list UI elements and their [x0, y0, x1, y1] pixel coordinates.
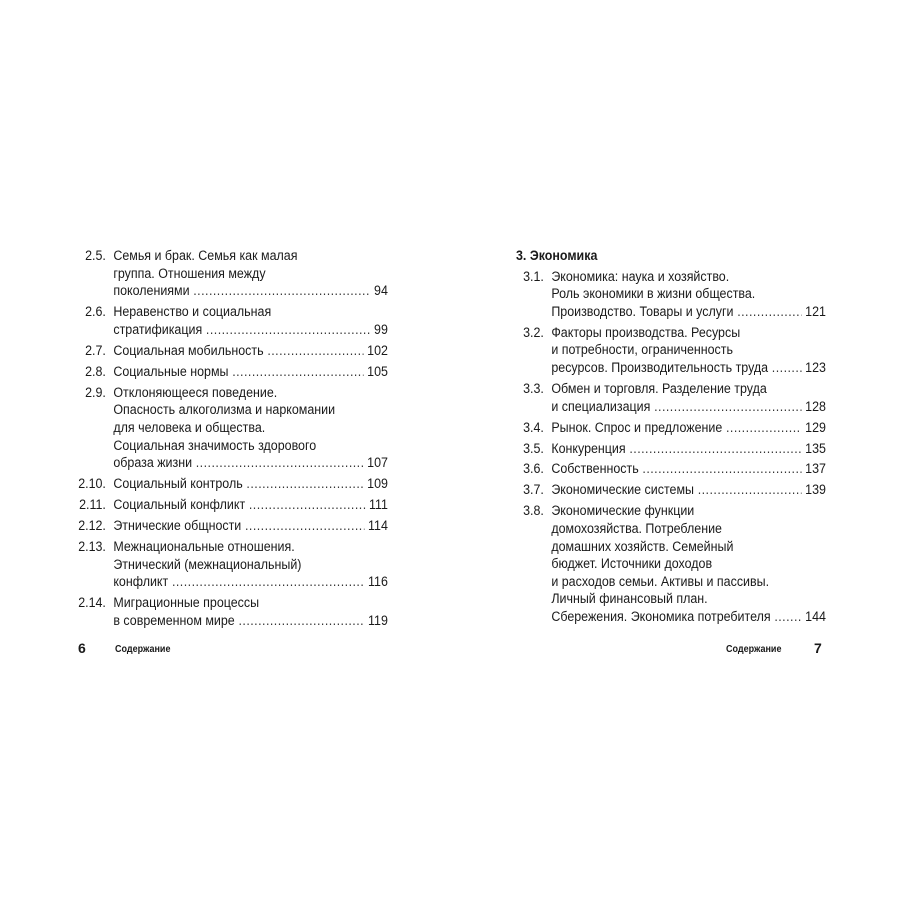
toc-entry-number: 3.3. — [523, 380, 544, 396]
toc-entry-number: 3.6. — [523, 461, 544, 477]
toc-entry-number: 3.7. — [523, 482, 544, 498]
toc-entry-title-line: Миграционные процессы — [113, 595, 260, 611]
toc-entry-title-line: Социальная значимость здорового — [113, 437, 317, 453]
toc-entry-title — [113, 594, 388, 629]
right-page-toc — [516, 247, 826, 629]
dot-leader — [206, 321, 370, 339]
toc-entry-last-line — [113, 454, 388, 472]
toc-entry-title — [113, 517, 388, 535]
toc-entry — [516, 380, 826, 415]
toc-entry-title — [551, 502, 826, 625]
toc-entry — [78, 363, 388, 381]
toc-entry-page-number: 94 — [374, 283, 388, 299]
toc-entry-title-line: Факторы производства. Ресурсы — [551, 324, 741, 340]
toc-entry-number: 2.10. — [78, 476, 106, 492]
toc-entry-title-line: поколениями — [113, 283, 190, 299]
toc-entry-number: 2.13. — [78, 539, 106, 555]
dot-leader — [245, 517, 364, 535]
dot-leader — [238, 612, 364, 630]
toc-entry-last-line — [551, 303, 826, 321]
toc-entry-page-number: 105 — [367, 363, 388, 379]
toc-entry-title-line: бюджет. Источники доходов — [551, 556, 713, 572]
toc-entry-title — [113, 303, 388, 338]
toc-entry-title — [113, 384, 388, 472]
toc-entry-title-line: Личный финансовый план. — [551, 591, 708, 607]
toc-entry — [516, 460, 826, 478]
dot-leader — [654, 398, 801, 416]
toc-entry-title — [113, 363, 388, 381]
toc-entry-number: 2.5. — [85, 248, 106, 263]
toc-entry-number: 3.1. — [523, 268, 544, 284]
toc-entry-number: 2.7. — [85, 342, 106, 358]
toc-entry — [516, 502, 826, 625]
toc-entry-last-line — [113, 573, 388, 591]
toc-entry-title — [113, 538, 388, 591]
toc-entry — [516, 324, 826, 377]
toc-entry — [516, 419, 826, 437]
toc-entry-last-line — [113, 342, 388, 360]
toc-entry-page-number: 119 — [368, 612, 388, 628]
toc-entry-title — [113, 496, 388, 514]
toc-entry-title-line: Отклоняющееся поведение. — [113, 384, 278, 400]
right-toc-entries — [516, 268, 826, 626]
toc-entry-title-line: конфликт — [113, 574, 169, 590]
running-footer-label: Содержание — [115, 644, 171, 655]
toc-entry-last-line — [113, 496, 388, 514]
toc-entry-last-line — [551, 419, 826, 437]
toc-entry-title-line: Семья и брак. Семья как малая — [113, 248, 298, 263]
running-footer-label: Содержание — [726, 644, 782, 655]
toc-entry — [78, 496, 388, 514]
toc-entry-title-line: домашних хозяйств. Семейный — [551, 538, 734, 554]
toc-entry-title — [551, 460, 826, 478]
toc-entry-last-line — [113, 363, 388, 381]
toc-entry-page-number: 144 — [805, 609, 826, 625]
toc-entry-last-line — [551, 608, 826, 626]
toc-entry-title-line: группа. Отношения между — [113, 265, 266, 281]
toc-entry-title — [113, 342, 388, 360]
toc-entry-title-line: и потребности, ограниченность — [551, 342, 733, 358]
toc-entry-number: 3.5. — [523, 440, 544, 456]
toc-entry-page-number: 129 — [805, 419, 826, 435]
page-number: 7 — [814, 640, 822, 656]
toc-entry-last-line — [113, 475, 388, 493]
toc-entry-title — [551, 440, 826, 458]
toc-entry-title-line: ресурсов. Производительность труда — [551, 359, 769, 375]
toc-entry — [78, 303, 388, 338]
toc-entry-title-line: Опасность алкоголизма и наркомании — [113, 402, 336, 418]
toc-entry — [516, 481, 826, 499]
toc-entry — [78, 594, 388, 629]
toc-entry-page-number: 109 — [367, 476, 388, 492]
toc-entry-title-line: Конкуренция — [551, 440, 626, 456]
toc-entry-number: 2.11. — [79, 497, 106, 513]
dot-leader — [642, 460, 801, 478]
toc-entry-page-number: 107 — [367, 455, 388, 471]
dot-leader — [772, 359, 802, 377]
dot-leader — [196, 454, 364, 472]
toc-entry-page-number: 102 — [367, 342, 388, 358]
dot-leader — [249, 496, 365, 514]
dot-leader — [726, 419, 801, 437]
page-number: 6 — [78, 640, 86, 656]
toc-entry-number: 2.14. — [78, 595, 106, 611]
toc-entry-page-number: 116 — [368, 574, 388, 590]
toc-entry-title — [551, 324, 826, 377]
toc-entry-title-line: для человека и общества. — [113, 419, 266, 435]
dot-leader — [737, 303, 801, 321]
toc-entry-title-line: домохозяйства. Потребление — [551, 521, 722, 537]
toc-entry-page-number: 111 — [368, 497, 388, 513]
toc-entry-last-line — [551, 481, 826, 499]
toc-entry-title-line: Обмен и торговля. Разделение труда — [551, 380, 767, 396]
toc-entry-title-line: Экономика: наука и хозяйство. — [551, 268, 730, 284]
toc-entry-last-line — [113, 517, 388, 535]
toc-entry-title-line: Социальная мобильность — [113, 342, 264, 358]
toc-entry — [78, 517, 388, 535]
dot-leader — [774, 608, 801, 626]
dot-leader — [232, 363, 363, 381]
toc-entry-title-line: Рынок. Спрос и предложение — [551, 419, 723, 435]
toc-entry-title-line: Этнические общности — [113, 518, 242, 534]
toc-entry-title-line: и расходов семьи. Активы и пассивы. — [551, 573, 770, 589]
toc-entry-page-number: 128 — [805, 398, 826, 414]
toc-entry-page-number: 121 — [805, 303, 826, 319]
toc-entry-last-line — [113, 321, 388, 339]
toc-entry — [78, 342, 388, 360]
dot-leader — [246, 475, 363, 493]
toc-entry-number: 3.8. — [523, 503, 544, 519]
toc-entry — [516, 440, 826, 458]
dot-leader — [172, 573, 364, 591]
toc-entry-last-line — [551, 460, 826, 478]
dot-leader — [698, 481, 802, 499]
toc-entry-page-number: 114 — [368, 518, 388, 534]
toc-entry-title — [113, 475, 388, 493]
toc-entry-number: 2.9. — [85, 384, 106, 400]
toc-entry-title-line: Собственность — [551, 461, 639, 477]
toc-entry-title-line: Социальные нормы — [113, 363, 229, 379]
toc-entry — [78, 247, 388, 300]
toc-entry — [78, 475, 388, 493]
toc-entry-last-line — [551, 359, 826, 377]
toc-entry-number: 2.12. — [78, 518, 106, 534]
toc-entry-title — [551, 380, 826, 415]
toc-entry-title-line: Социальный конфликт — [113, 497, 246, 513]
toc-entry-title — [551, 481, 826, 499]
dot-leader — [193, 282, 370, 300]
toc-entry-title — [551, 268, 826, 321]
toc-entry-title-line: Неравенство и социальная — [113, 304, 272, 320]
toc-entry-title-line: Экономические системы — [551, 482, 694, 498]
toc-entry-last-line — [113, 282, 388, 300]
toc-entry-title-line: Социальный контроль — [113, 476, 243, 492]
toc-entry-title-line: Сбережения. Экономика потребителя — [551, 609, 771, 625]
toc-entry-title-line: Экономические функции — [551, 503, 695, 519]
toc-entry — [516, 268, 826, 321]
toc-entry-title-line: образа жизни — [113, 455, 193, 471]
toc-entry-last-line — [551, 398, 826, 416]
toc-entry-title-line: в современном мире — [113, 612, 235, 628]
toc-entry-page-number: 99 — [374, 321, 388, 337]
toc-entry-page-number: 123 — [805, 359, 826, 375]
toc-entry-number: 2.8. — [85, 363, 106, 379]
toc-entry-number: 2.6. — [85, 304, 106, 320]
toc-entry-title-line: стратификация — [113, 321, 203, 337]
toc-entry-title-line: Роль экономики в жизни общества. — [551, 286, 756, 302]
toc-entry-last-line — [113, 612, 388, 630]
toc-entry-title — [551, 419, 826, 437]
section-title: 3. Экономика — [516, 248, 598, 263]
toc-entry-title-line: и специализация — [551, 398, 651, 414]
toc-entry-number: 3.4. — [523, 419, 544, 435]
toc-entry-title-line: Производство. Товары и услуги — [551, 303, 734, 319]
toc-entry-page-number: 139 — [805, 482, 826, 498]
toc-entry — [78, 538, 388, 591]
toc-entry-title — [113, 247, 388, 300]
toc-entry-last-line — [551, 440, 826, 458]
toc-entry-page-number: 137 — [805, 461, 826, 477]
toc-entry-title-line: Межнациональные отношения. — [113, 539, 295, 555]
toc-entry — [78, 384, 388, 472]
toc-entry-number: 3.2. — [523, 324, 544, 340]
toc-entry-title-line: Этнический (межнациональный) — [113, 556, 302, 572]
toc-entry-page-number: 135 — [805, 440, 826, 456]
dot-leader — [267, 342, 363, 360]
dot-leader — [629, 440, 801, 458]
left-page-toc — [78, 247, 388, 633]
